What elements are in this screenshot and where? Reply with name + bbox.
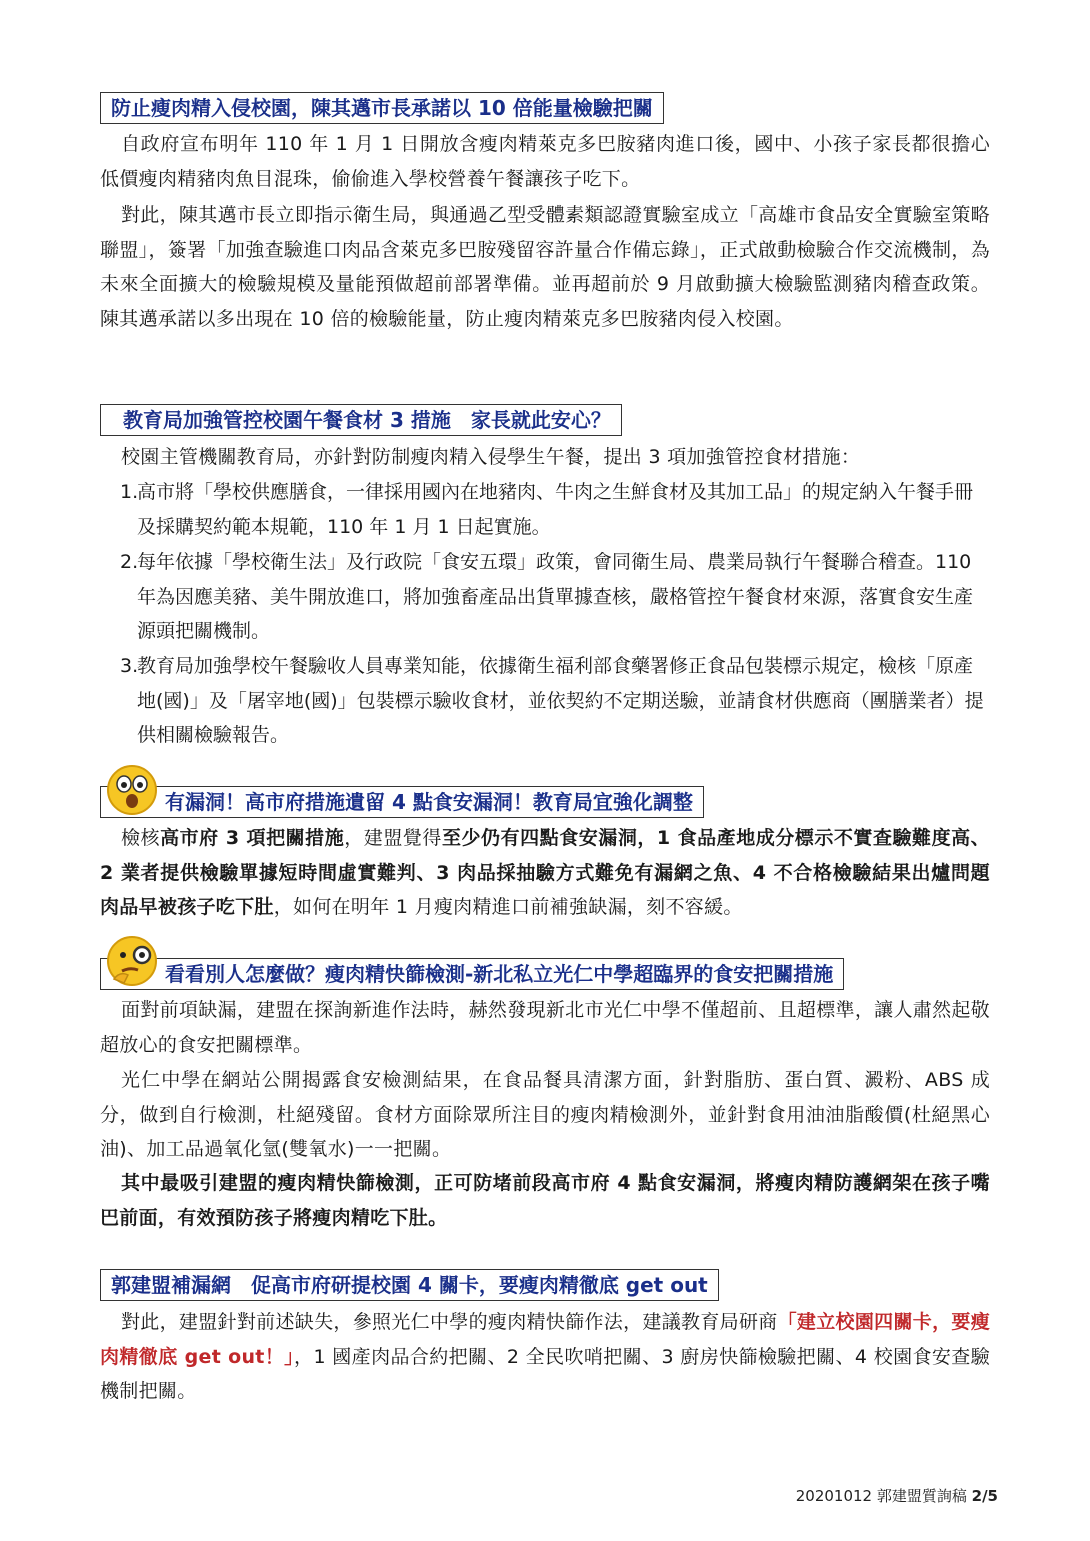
footer-text: 20201012 郭建盟質詢稿 <box>795 1487 972 1505</box>
surprised-face-icon <box>106 764 158 816</box>
section-heading-5: 郭建盟補漏網 促高市府研提校園 4 關卡，要瘦肉精徹底 get out <box>100 1269 719 1301</box>
list-text: 教育局加強學校午餐驗收人員專業知能，依據衛生福利部食藥署修正食品包裝標示規定，檢核「原產地(國)」及「屠宰地(國)」包裝標示驗收食材，並依契約不定期送驗，並請食材供應商（團膳業者）提供相關檢驗報告。 <box>137 655 984 746</box>
section-heading-2: 教育局加強管控校園午餐食材 3 措施 家長就此安心？ <box>100 404 622 436</box>
list-item <box>120 545 990 649</box>
list-item <box>120 649 990 753</box>
text-run: ，如何在明年 1 月瘦肉精進口前補強缺漏，刻不容緩。 <box>273 896 743 918</box>
text-run-emphasis: 「建立校園四關卡，要瘦肉精徹底 get out！」 <box>100 1311 990 1368</box>
text-run: ，1 國產肉品合約把關、2 全民吹哨把關、3 廚房快篩檢驗把關、4 校園食安查驗機制把關。 <box>100 1345 990 1402</box>
section-heading-3: 有漏洞！高市府措施遺留 4 點食安漏洞！教育局宜強化調整 <box>100 786 704 818</box>
section-1-paragraph-2: 對此，陳其邁市長立即指示衛生局，與通過乙型受體素類認證實驗室成立「高雄市食品安全實驗室策略聯盟」，簽署「加強查驗進口肉品含萊克多巴胺殘留容許量合作備忘錄」，正式啟動檢驗合作交流機制，為未來全面擴大的檢驗規模及量能預做超前部署準備。並再超前於 9 月啟動擴大檢驗監測豬肉稽查政策。陳其邁承諾以多出現在 10 倍的檢驗能量，防止瘦肉精萊克多巴胺豬肉侵入校園。 <box>100 204 990 330</box>
section-4-paragraph-2: 光仁中學在網站公開揭露食安檢測結果，在食品餐具清潔方面，針對脂肪、蛋白質、澱粉、ABS 成分，做到自行檢測，杜絕殘留。食材方面除眾所注目的瘦肉精檢測外，並針對食用油油脂酸價(杜絕黑心油)、加工品過氧化氫(雙氧水)一一把關。 <box>100 1069 990 1160</box>
thinking-face-icon <box>106 935 160 987</box>
list-text: 高市將「學校供應膳食，一律採用國內在地豬肉、牛肉之生鮮食材及其加工品」的規定納入午餐手冊及採購契約範本規範，110 年 1 月 1 日起實施。 <box>137 481 974 538</box>
text-run: ，建盟覺得 <box>344 827 442 849</box>
section-2-intro: 校園主管機關教育局，亦針對防制瘦肉精入侵學生午餐，提出 3 項加強管控食材措施： <box>121 446 861 468</box>
section-5-paragraph <box>100 1305 990 1409</box>
list-number: 2. <box>120 551 139 573</box>
section-1-paragraph-1: 自政府宣布明年 110 年 1 月 1 日開放含瘦肉精萊克多巴胺豬肉進口後，國中、小孩子家長都很擔心低價瘦肉精豬肉魚目混珠，偷偷進入學校營養午餐讓孩子吃下。 <box>100 133 990 190</box>
section-4-paragraph-1: 面對前項缺漏，建盟在探詢新進作法時，赫然發現新北市光仁中學不僅超前、且超標準，讓人肅然起敬超放心的食安把關標準。 <box>100 999 990 1056</box>
section-heading-4: 看看別人怎麼做？瘦肉精快篩檢測-新北私立光仁中學超臨界的食安把關措施 <box>100 958 844 990</box>
page-number: 2/5 <box>971 1487 998 1505</box>
list-number: 3. <box>120 655 139 677</box>
page-footer <box>796 1485 998 1506</box>
list-item <box>120 475 990 544</box>
section-3-paragraph <box>100 821 990 925</box>
list-number: 1. <box>120 481 139 503</box>
section-4-paragraph-3: 其中最吸引建盟的瘦肉精快篩檢測，正可防堵前段高市府 4 點食安漏洞，將瘦肉精防護網架在孩子嘴巴前面，有效預防孩子將瘦肉精吃下肚。 <box>100 1172 990 1229</box>
section-heading-1: 防止瘦肉精入侵校園，陳其邁市長承諾以 10 倍能量檢驗把關 <box>100 92 664 124</box>
list-text: 每年依據「學校衛生法」及行政院「食安五環」政策，會同衛生局、農業局執行午餐聯合稽查。110 年為因應美豬、美牛開放進口，將加強畜產品出貨單據查核，嚴格管控午餐食材來源，落實食安生產源頭把關機制。 <box>137 551 974 642</box>
text-run-bold: 高市府 3 項把關措施 <box>160 827 345 849</box>
text-run-bold: 至少仍有四點食安漏洞，1 食品產地成分標示不實查驗難度高、2 業者提供檢驗單據短時間虛實難判、3 肉品採抽驗方式難免有漏網之魚、4 不合格檢驗結果出爐問題肉品早被孩子吃下肚 <box>100 827 990 918</box>
text-run: 檢核 <box>121 827 161 849</box>
text-run: 對此，建盟針對前述缺失，參照光仁中學的瘦肉精快篩作法，建議教育局研商 <box>121 1311 778 1333</box>
